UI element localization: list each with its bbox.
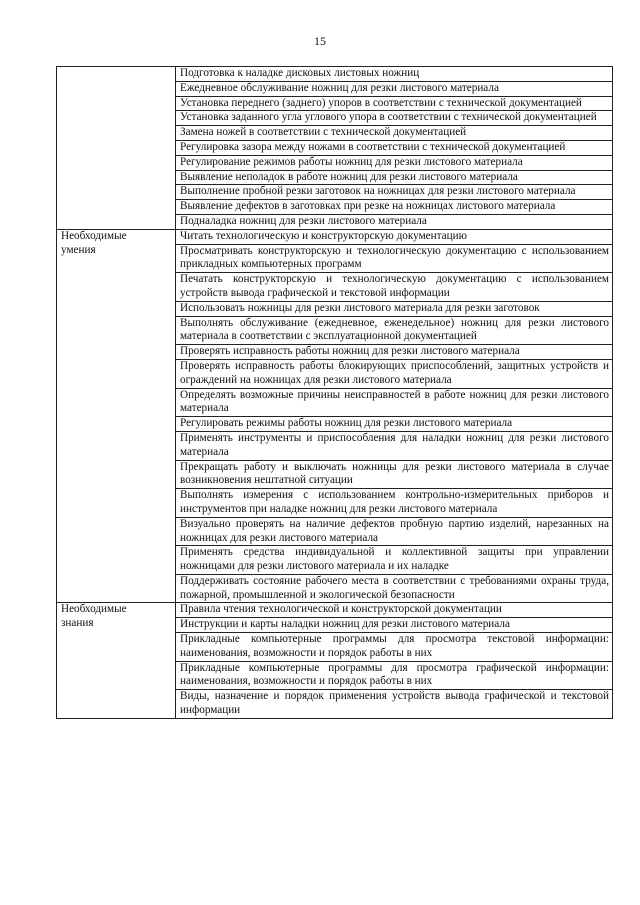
table-cell-item: Регулировка зазора между ножами в соответствии с технической документацией (176, 140, 613, 155)
table-cell-item: Использовать ножницы для резки листового материала для резки заготовок (176, 301, 613, 316)
section-label-cell (57, 229, 176, 603)
table-cell-item: Инструкции и карты наладки ножниц для резки листового материала (176, 618, 613, 633)
section-label-cell (57, 67, 176, 230)
table-cell-item: Прикладные компьютерные программы для просмотра текстовой информации: наименования, возможности и порядок работы в них (176, 633, 613, 662)
section-label-cell (57, 603, 176, 718)
table-cell-item: Установка заданного угла углового упора в соответствии с технической документацией (176, 111, 613, 126)
table-cell-item: Применять средства индивидуальной и коллективной защиты при управлении ножницами для резки листового материала и их наладке (176, 546, 613, 575)
table-cell-item: Выявление неполадок в работе ножниц для резки листового материала (176, 170, 613, 185)
table-row (57, 67, 613, 82)
table-cell-item: Проверять исправность работы ножниц для резки листового материала (176, 345, 613, 360)
table-cell-item: Читать технологическую и конструкторскую документацию (176, 229, 613, 244)
table-cell-item: Выполнение пробной резки заготовок на ножницах для резки листового материала (176, 185, 613, 200)
table-cell-item: Прекращать работу и выключать ножницы для резки листового материала в случае возникновения нештатной ситуации (176, 460, 613, 489)
table-cell-item: Выполнять измерения с использованием контрольно-измерительных приборов и инструментов при наладке ножниц для резки листового материала (176, 489, 613, 518)
competency-table (56, 66, 613, 719)
table-cell-item: Проверять исправность работы блокирующих приспособлений, защитных устройств и ограждений на ножницах для резки листового материала (176, 359, 613, 388)
table-cell-item: Ежедневное обслуживание ножниц для резки листового материала (176, 81, 613, 96)
table-cell-item: Выявление дефектов в заготовках при резке на ножницах листового материала (176, 200, 613, 215)
table-cell-item: Установка переднего (заднего) упоров в соответствии с технической документацией (176, 96, 613, 111)
table-cell-item: Регулировать режимы работы ножниц для резки листового материала (176, 417, 613, 432)
table-row (57, 229, 613, 244)
table-cell-item: Визуально проверять на наличие дефектов пробную партию изделий, нарезанных на ножницах для резки листового материала (176, 517, 613, 546)
table-cell-item: Правила чтения технологической и конструкторской документации (176, 603, 613, 618)
section-label: умения (61, 243, 96, 256)
table-cell-item: Определять возможные причины неисправностей в работе ножниц для резки листового материала (176, 388, 613, 417)
table-cell-item: Применять инструменты и приспособления для наладки ножниц для резки листового материала (176, 431, 613, 460)
table-cell-item: Выполнять обслуживание (ежедневное, еженедельное) ножниц для резки листового материала в соответствии с эксплуатационной документацией (176, 316, 613, 345)
table-cell-item: Печатать конструкторскую и технологическую документацию с использованием устройств вывода графической и текстовой информации (176, 273, 613, 302)
table-cell-item: Регулирование режимов работы ножниц для резки листового материала (176, 155, 613, 170)
table-cell-item: Просматривать конструкторскую и технологическую документацию с использованием прикладных компьютерных программ (176, 244, 613, 273)
section-label: Необходимые (61, 603, 127, 616)
table-cell-item: Поддерживать состояние рабочего места в соответствии с требованиями охраны труда, пожарной, промышленной и экологической безопасности (176, 574, 613, 603)
table-cell-item: Прикладные компьютерные программы для просмотра графической информации: наименования, возможности и порядок работы в них (176, 661, 613, 690)
page-number: 15 (314, 34, 326, 48)
section-label: Необходимые (61, 229, 127, 242)
section-label: знания (61, 617, 94, 630)
table-cell-item: Подналадка ножниц для резки листового материала (176, 214, 613, 229)
table-cell-item: Подготовка к наладке дисковых листовых ножниц (176, 67, 613, 82)
table-cell-item: Замена ножей в соответствии с технической документацией (176, 126, 613, 141)
table-row (57, 603, 613, 618)
table-cell-item: Виды, назначение и порядок применения устройств вывода графической и текстовой информации (176, 690, 613, 719)
